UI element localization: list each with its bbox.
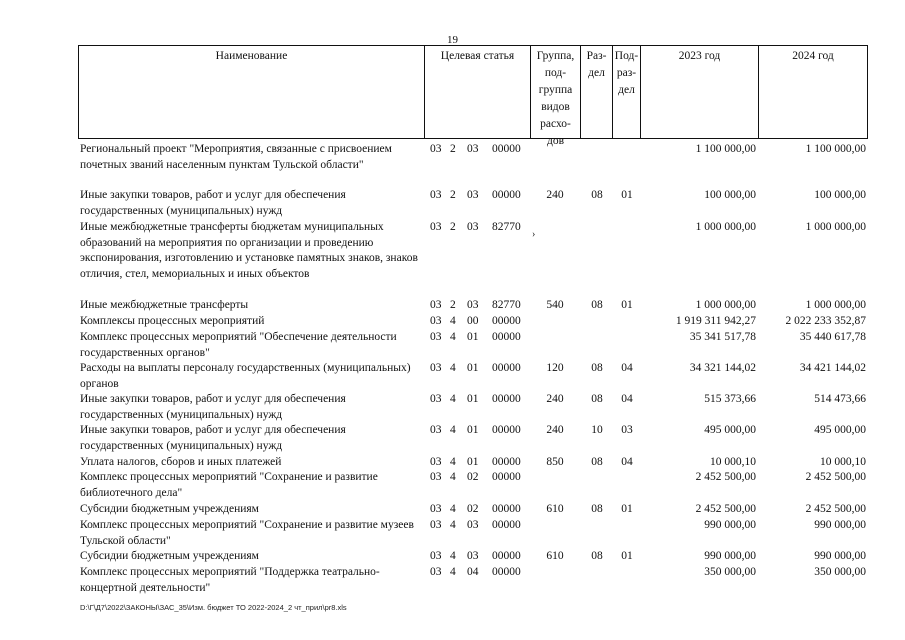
row-podrazdel: 04 — [621, 393, 633, 405]
row-name: Иные межбюджетные трансферты — [80, 299, 249, 311]
row-2024: 495 000,00 — [814, 424, 866, 436]
row-code-type: 4 — [450, 471, 456, 483]
row-code-program: 03 — [430, 362, 442, 374]
row-podrazdel: 04 — [621, 362, 633, 374]
row-code-program: 03 — [430, 331, 442, 343]
row-2023: 100 000,00 — [704, 189, 756, 201]
row-2024: 514 473,66 — [814, 393, 866, 405]
row-2024: 1 100 000,00 — [805, 143, 866, 155]
header-podrazdel-line: Под- — [614, 50, 639, 62]
row-code-direction: 00000 — [492, 503, 521, 515]
row-name: Комплекс процессных мероприятий "Сохранение и развитие библиотечного дела" — [80, 471, 378, 499]
table-header — [78, 45, 868, 147]
header-podrazdel-line: дел — [618, 84, 635, 96]
header-group-line: расхо- — [540, 118, 571, 130]
row-name: Иные закупки товаров, работ и услуг для обеспечения государственных (муниципальных) нужд — [80, 393, 346, 421]
header-razdel-line: Раз- — [586, 50, 607, 62]
row-code-subprogram: 01 — [467, 424, 479, 436]
row-code-program: 03 — [430, 393, 442, 405]
row-code-direction: 00000 — [492, 456, 521, 468]
row-code-type: 4 — [450, 519, 456, 531]
row-group: 610 — [546, 503, 564, 515]
row-group: 540 — [546, 299, 564, 311]
row-code-program: 03 — [430, 519, 442, 531]
row-code-type: 4 — [450, 503, 456, 515]
row-2024: 34 421 144,02 — [799, 362, 866, 374]
row-code-program: 03 — [430, 550, 442, 562]
row-2023: 495 000,00 — [704, 424, 756, 436]
row-2024: 10 000,10 — [820, 456, 866, 468]
row-code-direction: 00000 — [492, 189, 521, 201]
header-target: Целевая статья — [425, 46, 531, 138]
header-razdel-line: дел — [588, 67, 605, 79]
header-razdel — [581, 46, 613, 138]
row-2023: 2 452 500,00 — [695, 471, 756, 483]
header-group-line: Группа, — [536, 50, 575, 62]
row-code-program: 03 — [430, 189, 442, 201]
row-code-direction: 82770 — [492, 299, 521, 311]
row-code-subprogram: 01 — [467, 362, 479, 374]
row-code-direction: 00000 — [492, 393, 521, 405]
row-podrazdel: 03 — [621, 424, 633, 436]
row-2023: 515 373,66 — [704, 393, 756, 405]
row-2024: 2 452 500,00 — [805, 503, 866, 515]
row-group: 850 — [546, 456, 564, 468]
row-code-program: 03 — [430, 471, 442, 483]
row-razdel: 10 — [591, 424, 603, 436]
row-podrazdel: 01 — [621, 550, 633, 562]
row-2023: 350 000,00 — [704, 566, 756, 578]
row-name: Субсидии бюджетным учреждениям — [80, 550, 259, 562]
header-podrazdel-line: раз- — [616, 67, 637, 79]
row-group: 240 — [546, 393, 564, 405]
row-code-type: 4 — [450, 456, 456, 468]
row-2023: 990 000,00 — [704, 519, 756, 531]
row-code-subprogram: 01 — [467, 456, 479, 468]
row-code-program: 03 — [430, 143, 442, 155]
row-code-program: 03 — [430, 299, 442, 311]
row-razdel: 08 — [591, 362, 603, 374]
row-2023: 1 000 000,00 — [695, 221, 756, 233]
row-code-subprogram: 02 — [467, 471, 479, 483]
row-razdel: 08 — [591, 456, 603, 468]
row-code-direction: 00000 — [492, 143, 521, 155]
row-code-subprogram: 04 — [467, 566, 479, 578]
row-code-type: 4 — [450, 424, 456, 436]
header-group-line: под- — [544, 67, 567, 79]
row-2024: 990 000,00 — [814, 550, 866, 562]
row-code-subprogram: 03 — [467, 519, 479, 531]
row-name: Комплекс процессных мероприятий "Сохранение и развитие музеев Тульской области" — [80, 519, 414, 547]
row-group: 120 — [546, 362, 564, 374]
row-code-direction: 82770 — [492, 221, 521, 233]
row-code-subprogram: 03 — [467, 189, 479, 201]
header-2024: 2024 год — [792, 50, 834, 62]
row-podrazdel: 04 — [621, 456, 633, 468]
header-2023: 2023 год — [641, 46, 759, 138]
row-podrazdel: 01 — [621, 299, 633, 311]
header-group-line: дов — [546, 135, 565, 147]
row-code-type: 4 — [450, 566, 456, 578]
row-podrazdel: 01 — [621, 503, 633, 515]
row-code-type: 4 — [450, 550, 456, 562]
row-code-subprogram: 01 — [467, 393, 479, 405]
row-code-type: 4 — [450, 315, 456, 327]
row-2024: 2 452 500,00 — [805, 471, 866, 483]
row-podrazdel: 01 — [621, 189, 633, 201]
row-code-type: 4 — [450, 393, 456, 405]
row-code-direction: 00000 — [492, 362, 521, 374]
row-razdel: 08 — [591, 299, 603, 311]
row-code-subprogram: 02 — [467, 503, 479, 515]
row-group: 610 — [546, 550, 564, 562]
row-name: Субсидии бюджетным учреждениям — [80, 503, 259, 515]
header-podrazdel — [613, 46, 641, 138]
row-group: 240 — [546, 189, 564, 201]
row-2023: 34 321 144,02 — [689, 362, 756, 374]
row-2024: 1 000 000,00 — [805, 299, 866, 311]
row-code-subprogram: 03 — [467, 143, 479, 155]
row-code-direction: 00000 — [492, 471, 521, 483]
row-2024: 100 000,00 — [814, 189, 866, 201]
row-2023: 2 452 500,00 — [695, 503, 756, 515]
row-group: 240 — [546, 424, 564, 436]
row-code-type: 2 — [450, 189, 456, 201]
file-path-footer: D:\Г\Д7\2022\ЗАКОНЫ\ЗАС_35\Изм. бюджет ТО 2022-2024_2 чт_прил\pr8.xls — [80, 603, 347, 612]
row-code-program: 03 — [430, 456, 442, 468]
row-code-direction: 00000 — [492, 331, 521, 343]
row-code-type: 2 — [450, 299, 456, 311]
row-code-direction: 00000 — [492, 315, 521, 327]
row-2024: 35 440 617,78 — [799, 331, 866, 343]
row-name: Уплата налогов, сборов и иных платежей — [80, 456, 282, 468]
row-code-subprogram: 03 — [467, 550, 479, 562]
row-2023: 1 000 000,00 — [695, 299, 756, 311]
row-razdel: 08 — [591, 393, 603, 405]
header-group — [531, 46, 581, 147]
row-2023: 1 919 311 942,27 — [675, 315, 756, 327]
row-name: Иные межбюджетные трансферты бюджетам муниципальных образований на мероприятия по организации и проведению экспонирования, изготовлению и установке памятных знаков, знаков отличия, стел, мемориальных и иных объектов — [80, 221, 418, 280]
header-name: Наименование — [79, 46, 425, 138]
row-code-program: 03 — [430, 221, 442, 233]
header-group-line: группа — [538, 84, 573, 96]
row-name: Комплексы процессных мероприятий — [80, 315, 265, 327]
row-2024: 2 022 233 352,87 — [785, 315, 866, 327]
row-code-subprogram: 00 — [467, 315, 479, 327]
row-2023: 990 000,00 — [704, 550, 756, 562]
row-razdel: 08 — [591, 503, 603, 515]
row-code-type: 4 — [450, 362, 456, 374]
row-code-direction: 00000 — [492, 424, 521, 436]
row-name: Иные закупки товаров, работ и услуг для обеспечения государственных (муниципальных) нужд — [80, 424, 346, 452]
row-2023: 35 341 517,78 — [689, 331, 756, 343]
row-2024: 990 000,00 — [814, 519, 866, 531]
row-code-program: 03 — [430, 424, 442, 436]
row-2023: 10 000,10 — [710, 456, 756, 468]
row-code-program: 03 — [430, 503, 442, 515]
row-2024: 1 000 000,00 — [805, 221, 866, 233]
row-code-program: 03 — [430, 315, 442, 327]
row-code-direction: 00000 — [492, 519, 521, 531]
row-code-direction: 00000 — [492, 566, 521, 578]
row-2023: 1 100 000,00 — [695, 143, 756, 155]
row-name: Комплекс процессных мероприятий "Поддержка театрально-концертной деятельности" — [80, 566, 380, 594]
row-code-type: 2 — [450, 143, 456, 155]
row-name: Расходы на выплаты персоналу государственных (муниципальных) органов — [80, 362, 411, 390]
row-name: Комплекс процессных мероприятий "Обеспечение деятельности государственных органов" — [80, 331, 397, 359]
header-group-line: видов — [541, 101, 570, 113]
row-code-subprogram: 03 — [467, 299, 479, 311]
row-code-program: 03 — [430, 566, 442, 578]
row-razdel: 08 — [591, 550, 603, 562]
stray-mark: › — [532, 229, 536, 240]
row-code-subprogram: 01 — [467, 331, 479, 343]
row-2024: 350 000,00 — [814, 566, 866, 578]
row-code-type: 4 — [450, 331, 456, 343]
row-code-type: 2 — [450, 221, 456, 233]
row-name: Иные закупки товаров, работ и услуг для обеспечения государственных (муниципальных) нужд — [80, 189, 346, 217]
page-number: 19 — [447, 34, 458, 46]
row-code-direction: 00000 — [492, 550, 521, 562]
row-name: Региональный проект "Мероприятия, связанные с присвоением почетных званий населенным пунктам Тульской области" — [80, 143, 392, 171]
row-razdel: 08 — [591, 189, 603, 201]
row-code-subprogram: 03 — [467, 221, 479, 233]
